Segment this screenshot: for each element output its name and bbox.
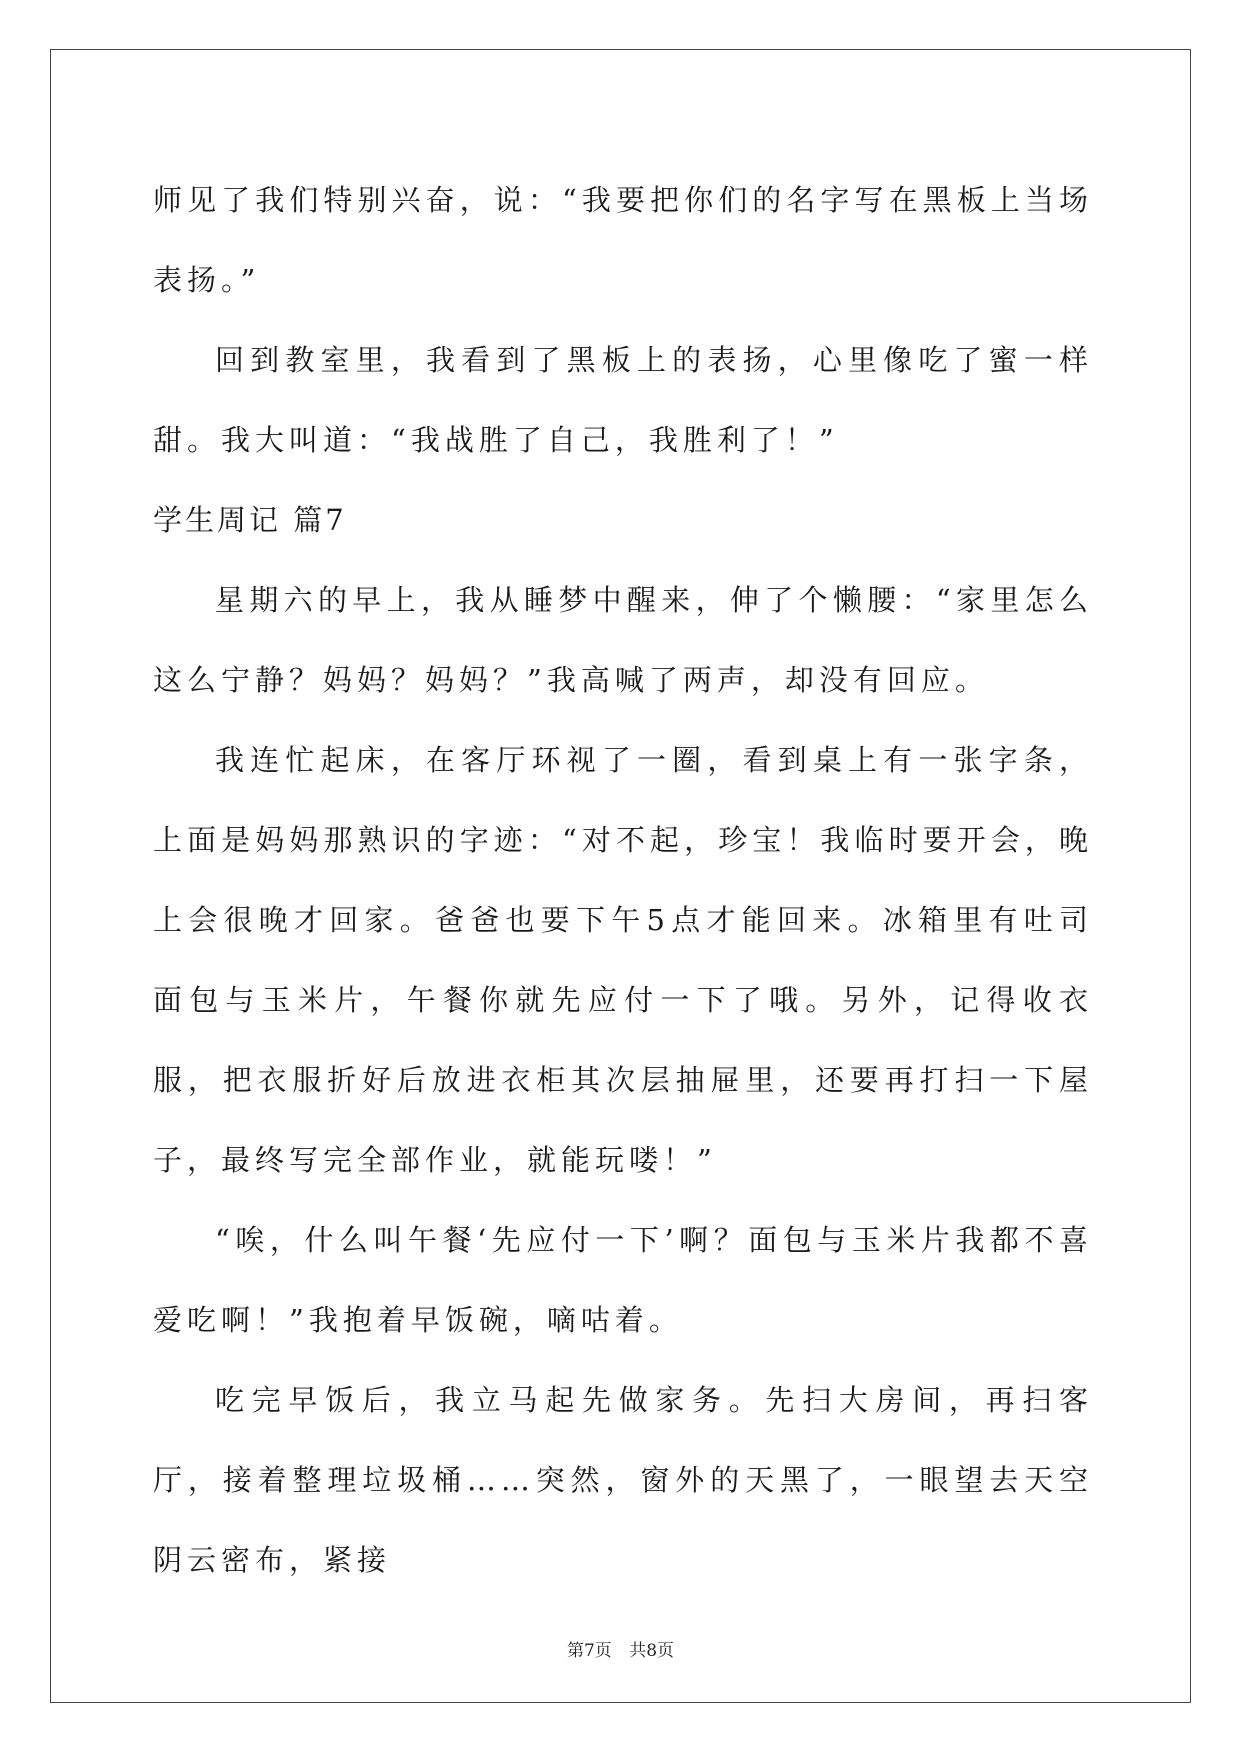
paragraph: 星期六的早上，我从睡梦中醒来，伸了个懒腰：“家里怎么这么宁静？妈妈？妈妈？”我高喊了两声，却没有回应。 xyxy=(153,583,1093,697)
document-body xyxy=(153,160,1093,1600)
paragraph: 我连忙起床，在客厅环视了一圈，看到桌上有一张字条，上面是妈妈那熟识的字迹：“对不起，珍宝！我临时要开会，晚上会很晚才回家。爸爸也要下午5点才能回来。冰箱里有吐司面包与玉米片，午餐你就先应付一下了哦。另外，记得收衣服，把衣服折好后放进衣柜其次层抽屉里，还要再打扫一下屋子，最终写完全部作业，就能玩喽！” xyxy=(153,743,1093,1177)
page-total: 共8页 xyxy=(629,1641,675,1661)
paragraph: 吃完早饭后，我立马起先做家务。先扫大房间，再扫客厅，接着整理垃圾桶……突然，窗外的天黑了，一眼望去天空阴云密布，紧接 xyxy=(153,1383,1093,1577)
page-footer xyxy=(0,1636,1241,1661)
paragraph: 师见了我们特别兴奋，说：“我要把你们的名字写在黑板上当场表扬。” xyxy=(153,183,1093,297)
paragraph: 回到教室里，我看到了黑板上的表扬，心里像吃了蜜一样甜。我大叫道：“我战胜了自己，我胜利了！” xyxy=(153,343,1093,457)
paragraph: “唉，什么叫午餐‘先应付一下’啊？面包与玉米片我都不喜爱吃啊！”我抱着早饭碗，嘀咕着。 xyxy=(153,1223,1093,1337)
page-number: 第7页 xyxy=(566,1641,612,1661)
section-heading: 学生周记 篇7 xyxy=(153,503,347,537)
